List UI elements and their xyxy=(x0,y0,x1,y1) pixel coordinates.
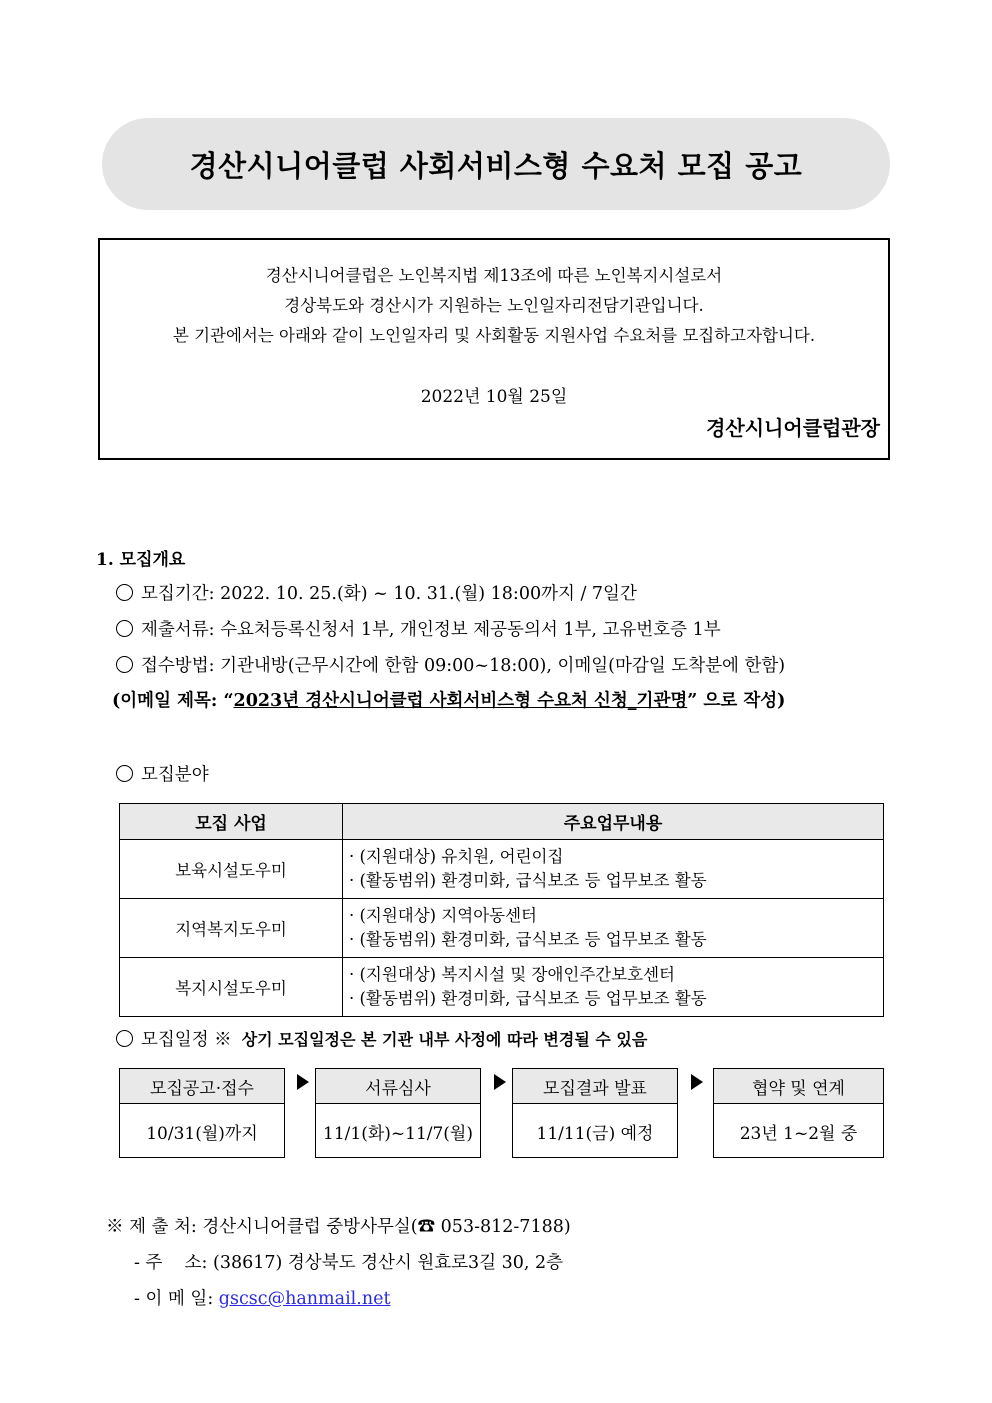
circle-bullet-icon xyxy=(116,584,133,601)
announcement-date: 2022년 10월 25일 xyxy=(420,387,568,407)
email-prefix: (이메일 제목: “ xyxy=(112,691,234,711)
business-desc xyxy=(343,958,884,1017)
intro-line: 경산시니어클럽은 노인복지법 제13조에 따른 노인복지시설로서 xyxy=(265,266,723,285)
period-text: 모집기간: 2022. 10. 25.(화) ~ 10. 31.(월) 18:00까지 / 7일간 xyxy=(141,584,637,604)
documents-item xyxy=(116,616,721,641)
circle-bullet-icon xyxy=(116,765,133,782)
schedule-step xyxy=(315,1068,481,1158)
contact-email-line xyxy=(134,1285,390,1310)
business-name: 복지시설도우미 xyxy=(120,958,343,1017)
method-text: 접수방법: 기관내방(근무시간에 한함 09:00~18:00), 이메일(마감일 도착분에 한함) xyxy=(141,656,786,676)
scope-text: · (활동범위) 환경미화, 급식보조 등 업무보조 활동 xyxy=(349,930,707,949)
step-title: 협약 및 연계 xyxy=(714,1069,883,1104)
arrow-right-icon xyxy=(494,1074,506,1090)
page-title: 경산시니어클럽 사회서비스형 수요처 모집 공고 xyxy=(189,148,803,183)
business-desc xyxy=(343,840,884,899)
schedule-step xyxy=(119,1068,285,1158)
business-name: 보육시설도우미 xyxy=(120,840,343,899)
target-text: · (지원대상) 지역아동센터 xyxy=(349,906,537,925)
field-label: 모집분야 xyxy=(141,765,209,785)
step-date: 11/11(금) 예정 xyxy=(536,1123,654,1144)
table-header-row xyxy=(120,804,884,840)
target-text: · (지원대상) 유치원, 어린이집 xyxy=(349,847,564,866)
field-item xyxy=(116,761,209,786)
arrow-right-icon xyxy=(691,1074,703,1090)
schedule-step xyxy=(713,1068,884,1158)
schedule-item xyxy=(116,1026,647,1051)
step-title: 모집공고·접수 xyxy=(120,1069,284,1104)
circle-bullet-icon xyxy=(116,620,133,637)
header-content: 주요업무내용 xyxy=(343,804,884,840)
schedule-label: 모집일정 ※ xyxy=(141,1030,232,1050)
table-row xyxy=(120,840,884,899)
header-business: 모집 사업 xyxy=(120,804,343,840)
contact-office: ※ 제 출 처: 경산시니어클럽 중방사무실(☎ 053-812-7188) xyxy=(106,1217,571,1237)
title-banner xyxy=(102,118,890,210)
intro-line: 경상북도와 경산시가 지원하는 노인일자리전담기관입니다. xyxy=(284,296,704,315)
contact-address: - 주 소: (38617) 경상북도 경산시 원효로3길 30, 2층 xyxy=(134,1253,564,1273)
email-subject-note xyxy=(112,687,785,712)
step-date: 23년 1~2월 중 xyxy=(739,1123,858,1144)
arrow-right-icon xyxy=(297,1074,309,1090)
period-item xyxy=(116,580,637,605)
table-row xyxy=(120,958,884,1017)
email-label: - 이 메 일: xyxy=(134,1289,214,1309)
step-title: 모집결과 발표 xyxy=(513,1069,677,1104)
intro-box xyxy=(98,238,890,460)
documents-text: 제출서류: 수요처등록신청서 1부, 개인정보 제공동의서 1부, 고유번호증 1부 xyxy=(141,620,721,640)
step-title: 서류심사 xyxy=(316,1069,480,1104)
email-link[interactable]: gscsc@hanmail.net xyxy=(218,1289,391,1309)
email-suffix: ” 으로 작성) xyxy=(687,691,786,711)
target-text: · (지원대상) 복지시설 및 장애인주간보호센터 xyxy=(349,965,676,984)
recruit-table xyxy=(119,803,884,1017)
step-date: 10/31(월)까지 xyxy=(146,1123,258,1144)
circle-bullet-icon xyxy=(116,656,133,673)
circle-bullet-icon xyxy=(116,1030,133,1047)
intro-line: 본 기관에서는 아래와 같이 노인일자리 및 사회활동 지원사업 수요처를 모집하고자합니다. xyxy=(172,326,816,345)
scope-text: · (활동범위) 환경미화, 급식보조 등 업무보조 활동 xyxy=(349,871,707,890)
table-row xyxy=(120,899,884,958)
schedule-note: 상기 모집일정은 본 기관 내부 사정에 따라 변경될 수 있음 xyxy=(241,1030,648,1049)
step-date: 11/1(화)~11/7(월) xyxy=(323,1123,473,1144)
method-item xyxy=(116,652,785,677)
signature: 경산시니어클럽관장 xyxy=(706,416,880,440)
scope-text: · (활동범위) 환경미화, 급식보조 등 업무보조 활동 xyxy=(349,989,707,1008)
section-title: 1. 모집개요 xyxy=(96,550,186,570)
business-name: 지역복지도우미 xyxy=(120,899,343,958)
business-desc xyxy=(343,899,884,958)
email-subject: 2023년 경산시니어클럽 사회서비스형 수요처 신청_기관명 xyxy=(233,691,688,711)
schedule-step xyxy=(512,1068,678,1158)
